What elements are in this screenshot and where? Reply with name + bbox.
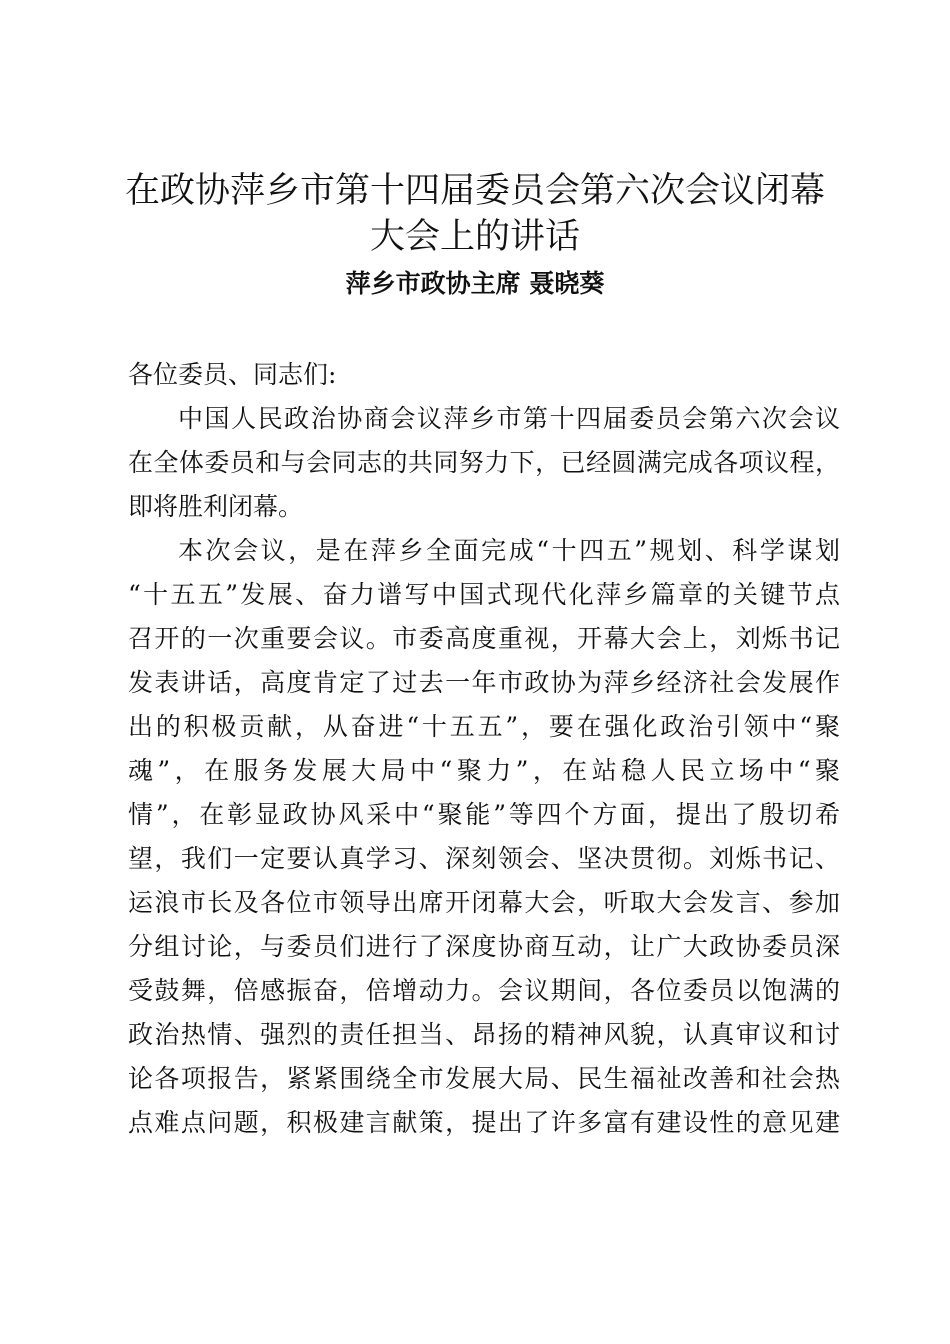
paragraph-2-line: “十五五”发展、奋力谱写中国式现代化萍乡篇章的关键节点 [128, 580, 840, 609]
paragraph-2-line: 政治热情、强烈的责任担当、昂扬的精神风貌，认真审议和讨 [128, 1020, 840, 1049]
paragraph-2-line: 魂”，在服务发展大局中“聚力”，在站稳人民立场中“聚 [128, 756, 840, 785]
salutation: 各位委员、同志们: [128, 360, 337, 389]
paragraph-2-line: 发表讲话，高度肯定了过去一年市政协为萍乡经济社会发展作 [128, 668, 840, 697]
paragraph-2-line: 召开的一次重要会议。市委高度重视，开幕大会上，刘烁书记 [128, 624, 840, 653]
paragraph-1-line: 在全体委员和与会同志的共同努力下，已经圆满完成各项议程， [128, 448, 840, 477]
paragraph-2-line: 论各项报告，紧紧围绕全市发展大局、民生福祉改善和社会热 [128, 1064, 840, 1093]
paragraph-2-line: 点难点问题，积极建言献策，提出了许多富有建设性的意见建 [128, 1108, 840, 1137]
document-title-line-2: 大会上的讲话 [369, 217, 580, 257]
paragraph-2-line: 望，我们一定要认真学习、深刻领会、坚决贯彻。刘烁书记、 [128, 844, 840, 873]
paragraph-1-line: 中国人民政治协商会议萍乡市第十四届委员会第六次会议 [178, 404, 840, 433]
paragraph-2-line: 受鼓舞，倍感振奋，倍增动力。会议期间，各位委员以饱满的 [128, 976, 840, 1005]
document-title-line-1: 在政协萍乡市第十四届委员会第六次会议闭幕 [124, 171, 825, 211]
paragraph-2-line: 本次会议，是在萍乡全面完成“十四五”规划、科学谋划 [178, 536, 840, 565]
paragraph-2-line: 分组讨论，与委员们进行了深度协商互动，让广大政协委员深 [128, 932, 840, 961]
document-author: 萍乡市政协主席 聂晓葵 [345, 269, 605, 298]
paragraph-2-line: 出的积极贡献，从奋进“十五五”，要在强化政治引领中“聚 [128, 712, 840, 741]
paragraph-1-line: 即将胜利闭幕。 [128, 492, 304, 521]
paragraph-2-line: 运浪市长及各位市领导出席开闭幕大会，听取大会发言、参加 [128, 888, 840, 917]
paragraph-2-line: 情”，在彰显政协风采中“聚能”等四个方面，提出了殷切希 [128, 800, 840, 829]
